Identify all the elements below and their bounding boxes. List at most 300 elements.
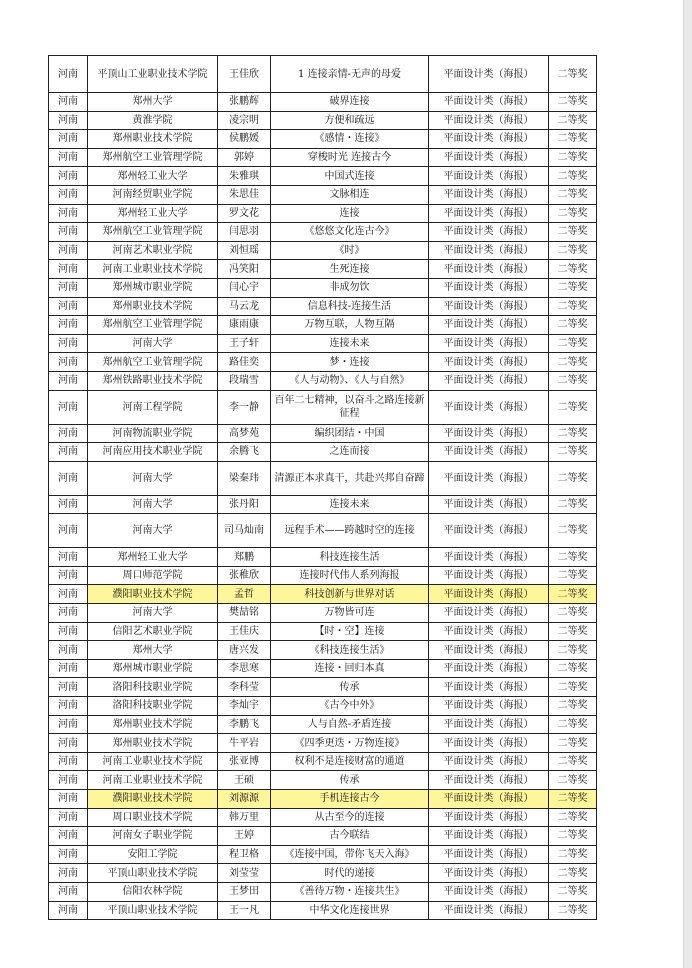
table-row [49,641,597,660]
author-cell: 牛平岩 [218,734,271,753]
award-cell: 二等奖 [549,585,597,604]
category-cell: 平面设计类（海报） [429,461,549,495]
author-cell: 高梦苑 [218,424,271,443]
table-row [49,845,597,864]
category-cell: 平面设计类（海报） [429,443,549,462]
school-cell: 郑州大学 [88,93,218,112]
category-cell: 平面设计类（海报） [429,771,549,790]
author-cell: 闫心宇 [218,278,271,297]
table-row [49,808,597,827]
title-cell: 《古今中外》 [271,697,429,716]
category-cell: 平面设计类（海报） [429,622,549,641]
table-row [49,566,597,585]
table-row [49,514,597,548]
school-cell: 周口师范学院 [88,566,218,585]
school-cell: 安阳工学院 [88,845,218,864]
province-cell: 河南 [49,882,88,901]
author-cell: 路佳奕 [218,353,271,372]
award-cell: 二等奖 [549,56,597,93]
award-cell: 二等奖 [549,316,597,335]
award-cell: 二等奖 [549,514,597,548]
title-cell: 之连而接 [271,443,429,462]
category-cell: 平面设计类（海报） [429,845,549,864]
author-cell: 李鹏飞 [218,715,271,734]
province-cell: 河南 [49,371,88,390]
author-cell: 王硕 [218,771,271,790]
province-cell: 河南 [49,204,88,223]
award-cell: 二等奖 [549,130,597,149]
school-cell: 郑州铁路职业技术学院 [88,371,218,390]
title-cell: 中国式连接 [271,167,429,186]
category-cell: 平面设计类（海报） [429,641,549,660]
category-cell: 平面设计类（海报） [429,204,549,223]
school-cell: 河南大学 [88,604,218,623]
category-cell: 平面设计类（海报） [429,585,549,604]
province-cell: 河南 [49,443,88,462]
category-cell: 平面设计类（海报） [429,752,549,771]
table-row [49,371,597,390]
award-cell: 二等奖 [549,424,597,443]
table-row [49,882,597,901]
school-cell: 郑州航空工业管理学院 [88,148,218,167]
title-cell: 《人与动物》、《人与自然》 [271,371,429,390]
province-cell: 河南 [49,808,88,827]
title-cell: 《悠悠文化连古今》 [271,223,429,242]
school-cell: 郑州轻工业大学 [88,548,218,567]
school-cell: 平顶山职业技术学院 [88,864,218,883]
province-cell: 河南 [49,548,88,567]
school-cell: 濮阳职业技术学院 [88,585,218,604]
province-cell: 河南 [49,715,88,734]
table-row [49,316,597,335]
province-cell: 河南 [49,241,88,260]
award-cell: 二等奖 [549,845,597,864]
award-cell: 二等奖 [549,566,597,585]
table-row [49,241,597,260]
table-row [49,260,597,279]
author-cell: 朱思佳 [218,185,271,204]
category-cell: 平面设计类（海报） [429,223,549,242]
school-cell: 河南女子职业学院 [88,827,218,846]
category-cell: 平面设计类（海报） [429,901,549,920]
category-cell: 平面设计类（海报） [429,297,549,316]
school-cell: 郑州城市职业学院 [88,278,218,297]
award-cell: 二等奖 [549,697,597,716]
table-row [49,461,597,495]
table-row [49,678,597,697]
province-cell: 河南 [49,622,88,641]
school-cell: 河南工业职业技术学院 [88,752,218,771]
title-cell: 连接时代伟人系列海报 [271,566,429,585]
title-cell: 非成勿饮 [271,278,429,297]
category-cell: 平面设计类（海报） [429,424,549,443]
category-cell: 平面设计类（海报） [429,678,549,697]
author-cell: 朱雅琪 [218,167,271,186]
school-cell: 河南大学 [88,495,218,514]
table-row [49,56,597,93]
title-cell: 编织团结・中国 [271,424,429,443]
school-cell: 河南工业职业技术学院 [88,771,218,790]
title-cell: 方便和疏远 [271,111,429,130]
author-cell: 李灿宇 [218,697,271,716]
award-cell: 二等奖 [549,93,597,112]
school-cell: 河南经贸职业学院 [88,185,218,204]
school-cell: 信阳农林学院 [88,882,218,901]
award-cell: 二等奖 [549,185,597,204]
award-cell: 二等奖 [549,771,597,790]
category-cell: 平面设计类（海报） [429,241,549,260]
title-cell: 《善待万物・连接共生》 [271,882,429,901]
school-cell: 河南艺术职业学院 [88,241,218,260]
table-row [49,827,597,846]
table-row [49,585,597,604]
province-cell: 河南 [49,864,88,883]
category-cell: 平面设计类（海报） [429,111,549,130]
title-cell: 百年二七精神，以奋斗之路连接新征程 [271,390,429,424]
table-row [49,443,597,462]
table-row [49,752,597,771]
school-cell: 郑州航空工业管理学院 [88,353,218,372]
province-cell: 河南 [49,334,88,353]
table-row [49,278,597,297]
award-cell: 二等奖 [549,204,597,223]
title-cell: 万物互联，人物互隔 [271,316,429,335]
author-cell: 马云龙 [218,297,271,316]
award-cell: 二等奖 [549,808,597,827]
author-cell: 冯笑阳 [218,260,271,279]
author-cell: 郑鹏 [218,548,271,567]
title-cell: 连接・回归本真 [271,659,429,678]
table-row [49,715,597,734]
author-cell: 张丹阳 [218,495,271,514]
title-cell: 传承 [271,678,429,697]
category-cell: 平面设计类（海报） [429,167,549,186]
category-cell: 平面设计类（海报） [429,790,549,809]
school-cell: 郑州城市职业学院 [88,659,218,678]
province-cell: 河南 [49,390,88,424]
province-cell: 河南 [49,260,88,279]
title-cell: 传承 [271,771,429,790]
province-cell: 河南 [49,461,88,495]
province-cell: 河南 [49,604,88,623]
province-cell: 河南 [49,111,88,130]
award-cell: 二等奖 [549,148,597,167]
category-cell: 平面设计类（海报） [429,130,549,149]
table-row [49,130,597,149]
table-row [49,659,597,678]
province-cell: 河南 [49,167,88,186]
table-row [49,734,597,753]
author-cell: 司马灿南 [218,514,271,548]
title-cell: 时代的递接 [271,864,429,883]
school-cell: 郑州大学 [88,641,218,660]
author-cell: 李科莹 [218,678,271,697]
school-cell: 郑州职业技术学院 [88,715,218,734]
table-row [49,390,597,424]
province-cell: 河南 [49,278,88,297]
table-row [49,548,597,567]
title-cell: 人与自然-矛盾连接 [271,715,429,734]
award-cell: 二等奖 [549,882,597,901]
school-cell: 黄淮学院 [88,111,218,130]
school-cell: 河南工程学院 [88,390,218,424]
author-cell: 闫思羽 [218,223,271,242]
author-cell: 王子轩 [218,334,271,353]
author-cell: 程卫格 [218,845,271,864]
award-cell: 二等奖 [549,715,597,734]
province-cell: 河南 [49,752,88,771]
award-cell: 二等奖 [549,443,597,462]
category-cell: 平面设计类（海报） [429,882,549,901]
award-cell: 二等奖 [549,390,597,424]
award-cell: 二等奖 [549,223,597,242]
table-row [49,111,597,130]
province-cell: 河南 [49,316,88,335]
school-cell: 河南应用技术职业学院 [88,443,218,462]
school-cell: 洛阳科技职业学院 [88,697,218,716]
author-cell: 刘源源 [218,790,271,809]
table-row [49,604,597,623]
table-row [49,93,597,112]
title-cell: 生死连接 [271,260,429,279]
school-cell: 平顶山工业职业技术学院 [88,56,218,93]
school-cell: 河南大学 [88,514,218,548]
author-cell: 张亚博 [218,752,271,771]
province-cell: 河南 [49,697,88,716]
title-cell: 《感情・连接》 [271,130,429,149]
province-cell: 河南 [49,585,88,604]
title-cell: 文脉相连 [271,185,429,204]
award-cell: 二等奖 [549,495,597,514]
title-cell: 清源正本求真干，共赴兴邦自奋蹄 [271,461,429,495]
category-cell: 平面设计类（海报） [429,864,549,883]
author-cell: 王佳庆 [218,622,271,641]
school-cell: 郑州航空工业管理学院 [88,223,218,242]
title-cell: 从古至今的连接 [271,808,429,827]
title-cell: 古今联结 [271,827,429,846]
author-cell: 罗文花 [218,204,271,223]
school-cell: 濮阳职业技术学院 [88,790,218,809]
author-cell: 梁秦玮 [218,461,271,495]
province-cell: 河南 [49,734,88,753]
table-row [49,148,597,167]
author-cell: 郭婷 [218,148,271,167]
award-cell: 二等奖 [549,790,597,809]
author-cell: 凌宗明 [218,111,271,130]
table-row [49,424,597,443]
title-cell: 《连接中国，带你飞天入海》 [271,845,429,864]
province-cell: 河南 [49,185,88,204]
award-cell: 二等奖 [549,734,597,753]
author-cell: 李一静 [218,390,271,424]
province-cell: 河南 [49,353,88,372]
award-cell: 二等奖 [549,622,597,641]
author-cell: 唐兴发 [218,641,271,660]
province-cell: 河南 [49,771,88,790]
table-row [49,204,597,223]
award-cell: 二等奖 [549,334,597,353]
author-cell: 王一凡 [218,901,271,920]
title-cell: 1 连接亲情-无声的母爱 [271,56,429,93]
province-cell: 河南 [49,845,88,864]
award-cell: 二等奖 [549,278,597,297]
award-cell: 二等奖 [549,260,597,279]
province-cell: 河南 [49,424,88,443]
award-cell: 二等奖 [549,111,597,130]
province-cell: 河南 [49,93,88,112]
author-cell: 韩万里 [218,808,271,827]
author-cell: 李思寒 [218,659,271,678]
category-cell: 平面设计类（海报） [429,734,549,753]
title-cell: 《科技连接生活》 [271,641,429,660]
award-cell: 二等奖 [549,353,597,372]
category-cell: 平面设计类（海报） [429,659,549,678]
category-cell: 平面设计类（海报） [429,697,549,716]
category-cell: 平面设计类（海报） [429,93,549,112]
school-cell: 洛阳科技职业学院 [88,678,218,697]
school-cell: 周口职业技术学院 [88,808,218,827]
title-cell: 连接 [271,204,429,223]
author-cell: 张稚欣 [218,566,271,585]
title-cell: 权利不是连接财富的通道 [271,752,429,771]
author-cell: 康雨康 [218,316,271,335]
school-cell: 郑州职业技术学院 [88,734,218,753]
title-cell: 中华文化连接世界 [271,901,429,920]
school-cell: 信阳艺术职业学院 [88,622,218,641]
title-cell: 连接未来 [271,334,429,353]
award-cell: 二等奖 [549,864,597,883]
award-cell: 二等奖 [549,548,597,567]
author-cell: 张鹏辉 [218,93,271,112]
category-cell: 平面设计类（海报） [429,148,549,167]
school-cell: 郑州职业技术学院 [88,297,218,316]
school-cell: 郑州轻工业大学 [88,167,218,186]
province-cell: 河南 [49,148,88,167]
province-cell: 河南 [49,659,88,678]
award-cell: 二等奖 [549,604,597,623]
province-cell: 河南 [49,495,88,514]
table-row [49,495,597,514]
title-cell: 万物皆可连 [271,604,429,623]
category-cell: 平面设计类（海报） [429,566,549,585]
category-cell: 平面设计类（海报） [429,495,549,514]
category-cell: 平面设计类（海报） [429,334,549,353]
award-cell: 二等奖 [549,678,597,697]
school-cell: 河南大学 [88,334,218,353]
title-cell: 破界连接 [271,93,429,112]
table-row [49,697,597,716]
province-cell: 河南 [49,297,88,316]
author-cell: 孟哲 [218,585,271,604]
category-cell: 平面设计类（海报） [429,56,549,93]
category-cell: 平面设计类（海报） [429,604,549,623]
table-row [49,334,597,353]
award-cell: 二等奖 [549,659,597,678]
title-cell: 《时》 [271,241,429,260]
category-cell: 平面设计类（海报） [429,260,549,279]
province-cell: 河南 [49,901,88,920]
table-row [49,185,597,204]
title-cell: 科技创新与世界对话 [271,585,429,604]
table-row [49,864,597,883]
award-cell: 二等奖 [549,241,597,260]
province-cell: 河南 [49,827,88,846]
school-cell: 郑州职业技术学院 [88,130,218,149]
school-cell: 河南大学 [88,461,218,495]
title-cell: 远程手术——跨越时空的连接 [271,514,429,548]
award-cell: 二等奖 [549,371,597,390]
province-cell: 河南 [49,678,88,697]
award-cell: 二等奖 [549,461,597,495]
title-cell: 科技连接生活 [271,548,429,567]
category-cell: 平面设计类（海报） [429,715,549,734]
category-cell: 平面设计类（海报） [429,185,549,204]
province-cell: 河南 [49,130,88,149]
category-cell: 平面设计类（海报） [429,353,549,372]
title-cell: 手机连接古今 [271,790,429,809]
award-cell: 二等奖 [549,827,597,846]
category-cell: 平面设计类（海报） [429,548,549,567]
title-cell: 梦・连接 [271,353,429,372]
author-cell: 王梦田 [218,882,271,901]
category-cell: 平面设计类（海报） [429,278,549,297]
table-row [49,223,597,242]
table-row [49,297,597,316]
author-cell: 刘莹莹 [218,864,271,883]
province-cell: 河南 [49,56,88,93]
award-cell: 二等奖 [549,297,597,316]
award-cell: 二等奖 [549,641,597,660]
category-cell: 平面设计类（海报） [429,316,549,335]
awards-table-body [49,56,597,920]
table-row [49,771,597,790]
scrollbar-track[interactable] [683,0,692,968]
category-cell: 平面设计类（海报） [429,808,549,827]
table-row [49,353,597,372]
title-cell: 连接未来 [271,495,429,514]
table-row [49,622,597,641]
author-cell: 王佳欣 [218,56,271,93]
table-row [49,167,597,186]
category-cell: 平面设计类（海报） [429,390,549,424]
author-cell: 段瑞雪 [218,371,271,390]
province-cell: 河南 [49,790,88,809]
author-cell: 王婷 [218,827,271,846]
award-cell: 二等奖 [549,901,597,920]
province-cell: 河南 [49,223,88,242]
category-cell: 平面设计类（海报） [429,827,549,846]
school-cell: 平顶山职业技术学院 [88,901,218,920]
school-cell: 河南物流职业学院 [88,424,218,443]
title-cell: 穿梭时光 连接古今 [271,148,429,167]
category-cell: 平面设计类（海报） [429,514,549,548]
author-cell: 樊喆铭 [218,604,271,623]
title-cell: 信息科技-连接生活 [271,297,429,316]
school-cell: 郑州轻工业大学 [88,204,218,223]
province-cell: 河南 [49,514,88,548]
awards-table [48,55,597,920]
title-cell: 《四季更迭・万物连接》 [271,734,429,753]
school-cell: 河南工业职业技术学院 [88,260,218,279]
award-cell: 二等奖 [549,752,597,771]
title-cell: 【时・空】连接 [271,622,429,641]
province-cell: 河南 [49,566,88,585]
school-cell: 郑州航空工业管理学院 [88,316,218,335]
category-cell: 平面设计类（海报） [429,371,549,390]
province-cell: 河南 [49,641,88,660]
author-cell: 侯鹏媛 [218,130,271,149]
author-cell: 余腾飞 [218,443,271,462]
